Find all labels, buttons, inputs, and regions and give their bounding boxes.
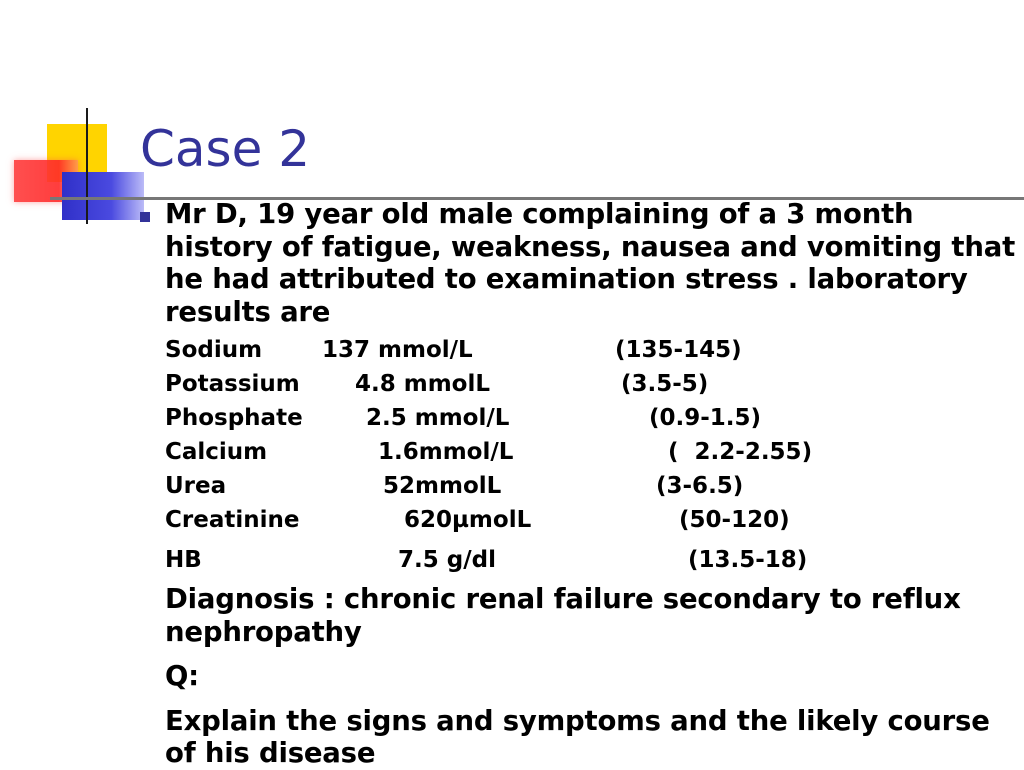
diagnosis-text: Diagnosis : chronic renal failure secondary to reflux nephropathy: [165, 583, 961, 648]
lab-range: (135-145): [615, 337, 742, 363]
lab-row: [165, 401, 1015, 435]
lab-name: Phosphate: [165, 405, 303, 431]
question-label: Q:: [165, 660, 199, 692]
lab-name: Calcium: [165, 439, 268, 465]
lab-results: [165, 333, 1015, 577]
lab-value: 52mmolL: [383, 473, 502, 499]
lab-range: ( 2.2-2.55): [668, 439, 813, 465]
lab-range: (0.9-1.5): [649, 405, 762, 431]
lab-name: Sodium: [165, 337, 263, 363]
question-text: Explain the signs and symptoms and the likely course of his disease: [165, 704, 990, 769]
lab-value: 7.5 g/dl: [398, 547, 496, 573]
lab-name: HB: [165, 547, 202, 573]
lab-row: [165, 435, 1015, 469]
case-intro: Mr D, 19 year old male complaining of a 3 month history of fatigue, weakness, nausea and vomiting that he had attributed to examination stress . laboratory results are: [165, 198, 1016, 328]
lab-range: (3-6.5): [656, 473, 744, 499]
logo-blue-square: [62, 172, 144, 220]
lab-name: Potassium: [165, 371, 300, 397]
lab-range: (13.5-18): [688, 547, 808, 573]
lab-value: 4.8 mmolL: [355, 371, 491, 397]
slide-title: Case 2: [140, 120, 311, 178]
bullet-square-icon: [140, 212, 150, 222]
logo-vertical-line: [86, 108, 88, 224]
slide-body: [165, 198, 1015, 770]
lab-value: 137 mmol/L: [322, 337, 473, 363]
lab-row: [165, 469, 1015, 503]
lab-row: [165, 503, 1015, 537]
lab-value: 2.5 mmol/L: [366, 405, 510, 431]
lab-name: Creatinine: [165, 507, 300, 533]
lab-name: Urea: [165, 473, 227, 499]
lab-value: 620µmolL: [404, 507, 532, 533]
lab-range: (50-120): [679, 507, 790, 533]
lab-row: [165, 537, 1015, 577]
lab-value: 1.6mmol/L: [378, 439, 514, 465]
lab-row: [165, 333, 1015, 367]
lab-row: [165, 367, 1015, 401]
lab-range: (3.5-5): [621, 371, 709, 397]
